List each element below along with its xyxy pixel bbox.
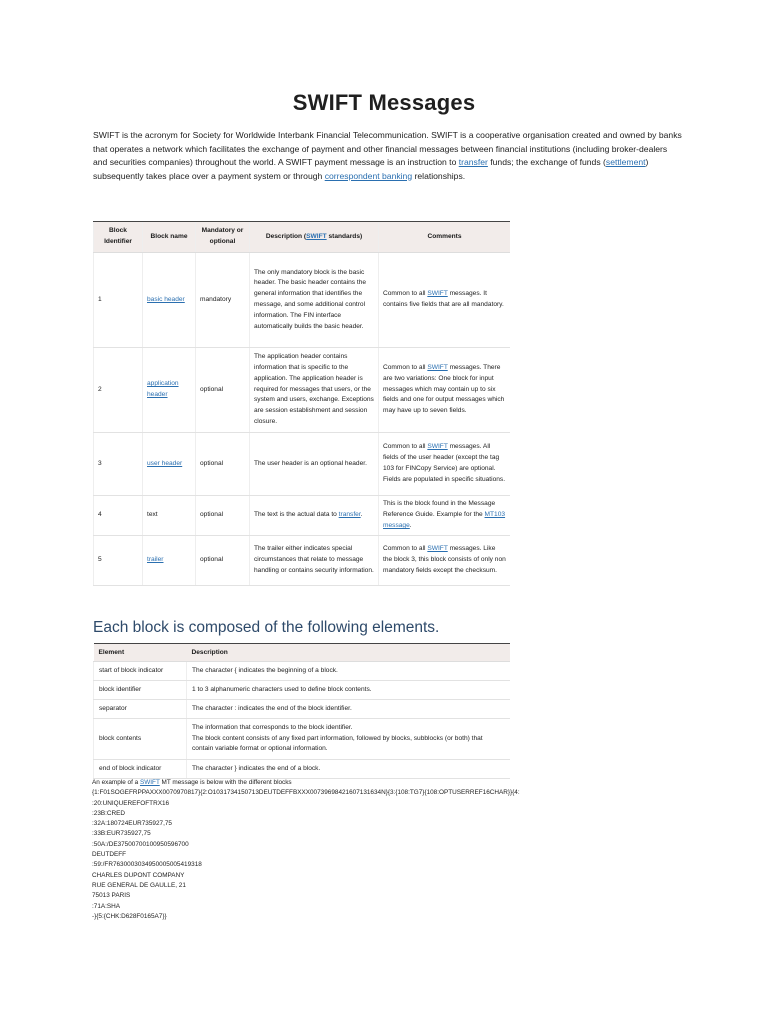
comment-post: messages. There are two variations: One block for input messages which may contain up to six fields and one for output messages which may have up to seven fields.: [383, 364, 505, 415]
intro-text-1: SWIFT is the acronym for Society for Worldwide Interbank Financial Telecommunication. SWIFT is a cooperative organisation created and owned by banks that operates a network which facilitates the exchange of payment and other financial messages between financial institutions (including broker-dealers and securities companies) throughout the world. A SWIFT payment message is an instruction to: [93, 130, 682, 167]
elements-table: [93, 643, 510, 779]
element-name: block contents: [94, 719, 187, 760]
element-description: The character } indicates the end of a block.: [187, 760, 511, 779]
example-intro-post: MT message is below with the different blocks: [159, 779, 292, 786]
intro-paragraph: [93, 129, 683, 183]
swift-link[interactable]: SWIFT: [139, 779, 160, 786]
header-description-pre: Description (: [265, 232, 307, 240]
elements-heading: Each block is composed of the following elements.: [93, 619, 440, 636]
comment-post: .: [409, 521, 412, 529]
block-description: [250, 496, 379, 536]
block-id: 5: [94, 536, 143, 586]
comment-pre: Common to all: [383, 443, 428, 451]
example-message: [92, 778, 692, 922]
example-line: :50A:/DE37500700100950596700: [92, 840, 189, 848]
mt103-message-link[interactable]: MT103 message: [383, 511, 506, 529]
blocks-table: [93, 221, 510, 586]
user-header-link[interactable]: user header: [147, 459, 183, 467]
block-name-link: [143, 536, 196, 586]
trailer-link[interactable]: trailer: [147, 556, 164, 564]
comment-post: messages. It contains five fields that are all mandatory.: [383, 290, 504, 308]
comment-pre: Common to all: [383, 545, 428, 553]
block-description: The user header is an optional header.: [250, 433, 379, 496]
comment-pre: Common to all: [383, 290, 428, 298]
comment-pre: Common to all: [383, 364, 428, 371]
transfer-link[interactable]: transfer: [338, 511, 361, 519]
example-line: DEUTDEFF: [92, 851, 127, 859]
block-comment: [379, 348, 511, 433]
table-row: [94, 348, 511, 433]
block-description: The only mandatory block is the basic header. The basic header contains the general information that identifies the message, and some additional control information. The FIN interface automatically builds the basic header.: [250, 253, 379, 348]
example-line: :32A:180724EUR735927,75: [92, 820, 172, 828]
table-row: [94, 662, 511, 681]
header-element-description: Description: [187, 644, 511, 662]
table-row: [94, 536, 511, 586]
intro-text-3: ) subsequently takes place over a payment system or through: [93, 157, 649, 181]
page-title: SWIFT Messages: [292, 90, 476, 115]
block-description: The trailer either indicates special circumstances that relate to message handling or contains security information.: [250, 536, 379, 586]
element-name: start of block indicator: [94, 662, 187, 681]
block-id: 4: [94, 496, 143, 536]
block-comment: [379, 536, 511, 586]
element-description: 1 to 3 alphanumeric characters used to define block contents.: [187, 681, 511, 700]
swift-link[interactable]: SWIFT: [427, 443, 448, 451]
table-row: [94, 719, 511, 760]
example-line: CHARLES DUPONT COMPANY: [92, 871, 185, 879]
correspondent-banking-link[interactable]: correspondent banking: [324, 170, 413, 181]
block-name: text: [143, 496, 196, 536]
example-line: :20:UNIQUEREFOFTRX16: [92, 799, 170, 807]
table-row: [94, 681, 511, 700]
header-description: [250, 222, 379, 253]
example-line: :59:/FR7630003034950005005419318: [92, 861, 202, 869]
element-name: block identifier: [94, 681, 187, 700]
example-line: -}{5:{CHK:D628F0165A7}}: [92, 912, 167, 920]
block-id: 3: [94, 433, 143, 496]
example-line: RUE GENERAL DE GAULLE, 21: [92, 881, 186, 889]
block-mandatory: optional: [196, 496, 250, 536]
element-description: [187, 719, 511, 760]
block-name-link: [143, 348, 196, 433]
table-row: [94, 760, 511, 779]
header-block-name: Block name: [143, 222, 196, 253]
settlement-link[interactable]: settlement: [605, 157, 646, 167]
header-description-post: standards): [326, 232, 363, 240]
element-description-line2: The block content consists of any fixed part information, followed by blocks, subblocks (or both) that contain variable format or optional information.: [192, 734, 483, 753]
basic-header-link[interactable]: basic header: [147, 295, 185, 303]
block-comment: [379, 433, 511, 496]
table-row: [94, 496, 511, 536]
comment-pre: This is the block found in the Message Reference Guide. Example for the: [383, 500, 496, 519]
description-post: .: [360, 511, 363, 519]
table-row: [94, 253, 511, 348]
example-line: :71A:SHA: [92, 902, 121, 910]
header-mandatory: Mandatory or optional: [196, 222, 250, 253]
example-line: 75013 PARIS: [92, 892, 131, 900]
intro-text-4: relationships.: [412, 170, 466, 181]
table-row: [94, 433, 511, 496]
block-name-link: [143, 433, 196, 496]
header-swift-link[interactable]: SWIFT: [306, 232, 327, 240]
element-description: The character : indicates the end of the block identifier.: [187, 700, 511, 719]
example-intro-pre: An example of a: [92, 779, 140, 786]
application-header-link[interactable]: application header: [147, 380, 179, 398]
block-mandatory: optional: [196, 348, 250, 433]
swift-link[interactable]: SWIFT: [427, 364, 448, 371]
example-line: {1:F01SOGEFRPPAXXX0070970817}{2:O1031734150713DEUTDEFFBXXX00739698421607131634N}{3:{108:TG7}{108:OPTUSERREF16CHAR}}{4:: [92, 789, 520, 797]
description-pre: The text is the actual data to: [254, 511, 339, 519]
table-row: [94, 700, 511, 719]
header-comments: Comments: [379, 222, 511, 253]
transfer-link[interactable]: transfer: [458, 157, 488, 167]
element-description-line1: The information that corresponds to the block identifier.: [192, 724, 353, 732]
comment-post: messages. Like the block 3, this block consists of only non mandatory fields except the checksum.: [383, 545, 506, 574]
example-line: :33B:EUR735927,75: [92, 830, 151, 838]
block-mandatory: optional: [196, 433, 250, 496]
element-name: end of block indicator: [94, 760, 187, 779]
element-description: The character { indicates the beginning of a block.: [187, 662, 511, 681]
block-name-link: [143, 253, 196, 348]
block-comment: [379, 253, 511, 348]
block-id: 1: [94, 253, 143, 348]
element-name: separator: [94, 700, 187, 719]
header-element: Element: [94, 644, 187, 662]
block-mandatory: mandatory: [196, 253, 250, 348]
block-mandatory: optional: [196, 536, 250, 586]
header-block-identifier: Block Identifier: [94, 222, 143, 253]
swift-link[interactable]: SWIFT: [427, 290, 448, 298]
example-line: :23B:CRED: [92, 809, 126, 817]
swift-link[interactable]: SWIFT: [427, 545, 448, 553]
example-intro: [92, 778, 692, 788]
blocks-header-row: [94, 222, 511, 253]
block-comment: [379, 496, 511, 536]
block-description: The application header contains information that is specific to the application. The application header is required for messages that users, or the system and users, exchange. Exceptions are session establishment and session closure.: [250, 348, 379, 433]
comment-post: messages. All fields of the user header (except the tag 103 for FINCopy Service) are optional. Fields are populated in specific situations.: [383, 443, 506, 483]
elements-header-row: [94, 644, 511, 662]
intro-text-2: funds; the exchange of funds (: [487, 157, 606, 167]
block-id: 2: [94, 348, 143, 433]
